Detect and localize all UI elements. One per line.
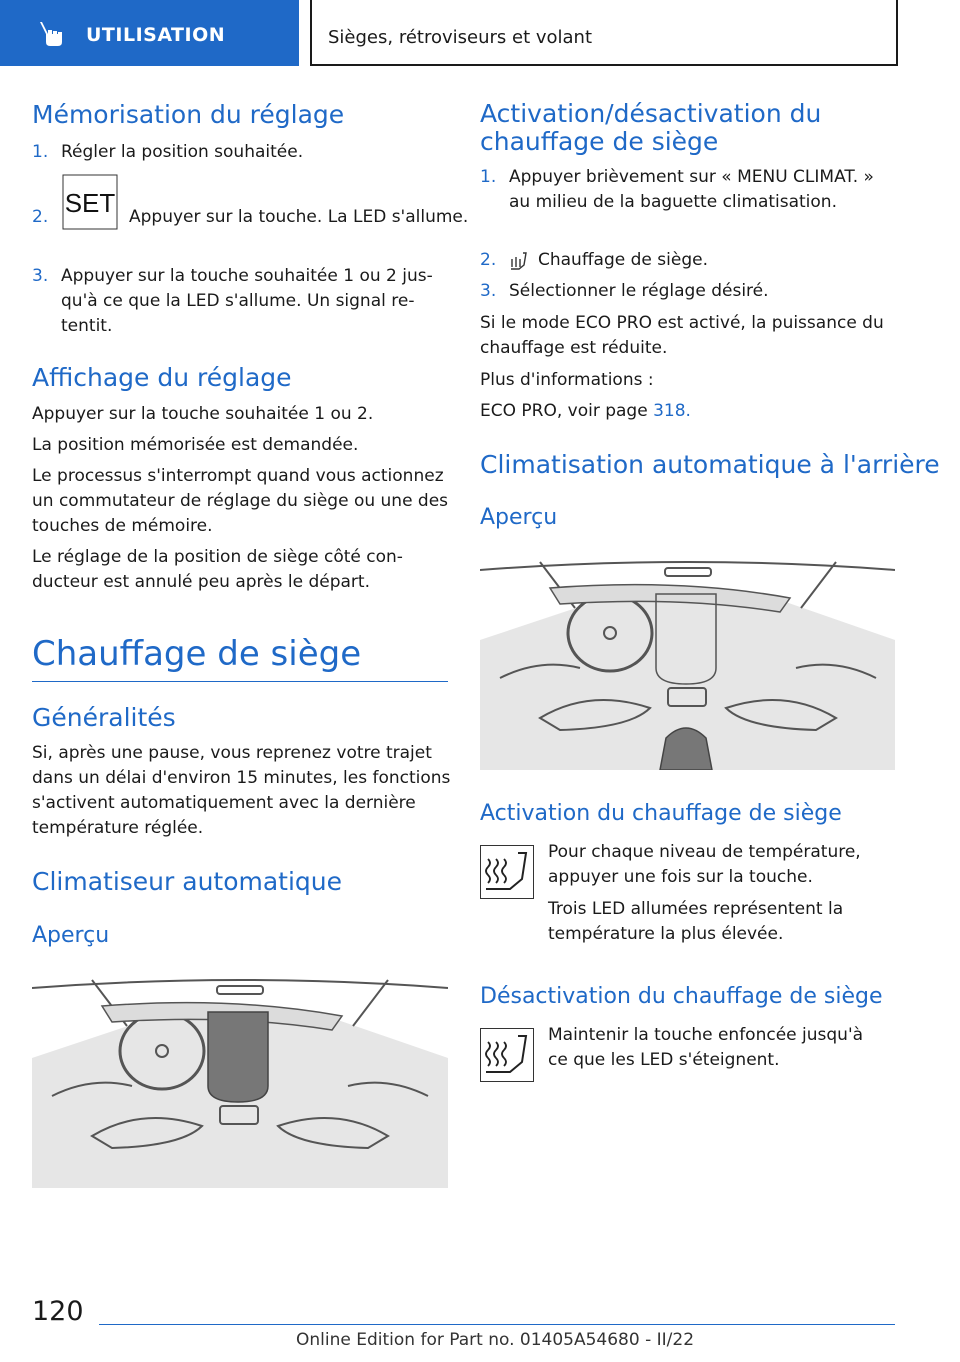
- step-number: 3.: [480, 281, 497, 301]
- footer-edition: Online Edition for Part no. 01405A54680 - II/22: [296, 1330, 695, 1350]
- heading-climatisation-arriere: Climatisation automatique à l'arrière: [480, 450, 940, 479]
- step-text: Appuyer sur la touche souhaitée 1 ou 2 jusqu'à ce que la LED s'allume. Un signal retentit.: [61, 266, 433, 336]
- step-text: Appuyer brièvement sur « MENU CLIMAT. » au milieu de la baguette climatisation.: [509, 167, 874, 212]
- step-number: 1.: [480, 167, 497, 187]
- dashboard-figure-front: [32, 966, 448, 1188]
- heading-generalites: Généralités: [32, 703, 176, 732]
- heading-activation-desactivation: Activation/désactivation du chauffage de siège: [480, 99, 822, 156]
- page-link[interactable]: 318: [653, 401, 686, 421]
- chapter-tab: [310, 0, 898, 66]
- reference-text: ECO PRO, voir page: [480, 401, 654, 421]
- paragraph: Si le mode ECO PRO est activé, la puissance du chauffage est réduite.: [480, 313, 884, 358]
- set-button-icon: [62, 174, 118, 230]
- heading-apercu: Aperçu: [32, 923, 110, 948]
- step-text: Sélectionner le réglage désiré.: [509, 281, 769, 301]
- heading-activation: Activation du chauffage de siège: [480, 801, 842, 826]
- seat-heating-button-icon: [480, 845, 534, 899]
- paragraph: Maintenir la touche enfoncée jusqu'à ce que les LED s'éteignent.: [548, 1025, 864, 1070]
- paragraph: Trois LED allumées représentent la température la plus élevée.: [548, 899, 844, 944]
- step-number: 3.: [32, 266, 49, 286]
- heading-rule: [32, 681, 448, 682]
- heading-chauffage: Chauffage de siège: [32, 634, 362, 674]
- seat-heating-button-icon: [480, 1028, 534, 1082]
- heading-memorisation: Mémorisation du réglage: [32, 100, 345, 129]
- heading-affichage: Affichage du réglage: [32, 363, 292, 392]
- heading-apercu: Aperçu: [480, 505, 558, 530]
- step-text: Appuyer sur la touche. La LED s'allume.: [129, 207, 469, 227]
- reference-end: .: [685, 401, 691, 421]
- footer-rule: [99, 1324, 895, 1325]
- seat-heating-small-icon: [509, 251, 529, 271]
- chapter-title: Sièges, rétroviseurs et volant: [328, 27, 593, 48]
- dashboard-figure-rear: [480, 548, 895, 770]
- paragraph-reference: [480, 399, 900, 424]
- section-tab: [0, 0, 299, 66]
- step-text: Régler la position souhaitée.: [61, 142, 304, 162]
- paragraph: Si, après une pause, vous reprenez votre trajet dans un délai d'environ 15 minutes, les fonctions s'activent automatiquement avec la dernière température réglée.: [32, 743, 451, 838]
- list-item: [480, 165, 900, 215]
- paragraph: Le processus s'interrompt quand vous actionnez un commutateur de réglage du siège ou une des touches de mémoire.: [32, 466, 449, 536]
- page-number: 120: [32, 1296, 84, 1327]
- step-number: 2.: [32, 207, 49, 227]
- paragraph: Plus d'informations :: [480, 370, 654, 390]
- list-item: [480, 279, 900, 304]
- heading-climatiseur: Climatiseur automatique: [32, 867, 343, 896]
- dashboard-illustration: [32, 966, 448, 1188]
- step-text: Chauffage de siège.: [538, 250, 708, 270]
- list-item: [32, 140, 452, 165]
- section-title: UTILISATION: [86, 24, 226, 46]
- paragraph: Appuyer sur la touche souhaitée 1 ou 2.: [32, 404, 374, 424]
- list-item: [32, 264, 452, 339]
- set-icon-label: SET: [64, 188, 116, 218]
- paragraph: La position mémorisée est demandée.: [32, 435, 359, 455]
- step-number: 1.: [32, 142, 49, 162]
- paragraph: Le réglage de la position de siège côté conducteur est annulé peu après le départ.: [32, 547, 403, 592]
- hand-pointer-icon: [36, 20, 66, 48]
- step-number: 2.: [480, 250, 497, 270]
- paragraph: Pour chaque niveau de température, appuyer une fois sur la touche.: [548, 842, 861, 887]
- heading-desactivation: Désactivation du chauffage de siège: [480, 984, 883, 1009]
- dashboard-illustration: [480, 548, 895, 770]
